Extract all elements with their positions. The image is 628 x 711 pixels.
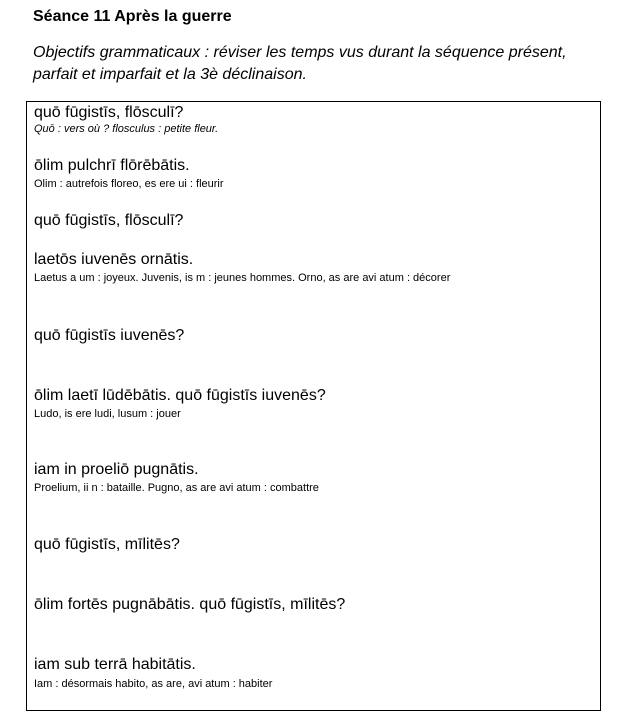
latin-line: quō fūgistīs, mīlitēs? (34, 536, 180, 553)
vocab-note: Ludo, is ere ludi, lusum : jouer (34, 408, 181, 420)
latin-line: iam in proeliō pugnātis. (34, 461, 199, 478)
latin-line: ōlim fortēs pugnābātis. quō fūgistīs, mīlitēs? (34, 596, 346, 613)
latin-line: laetōs iuvenēs ornātis. (34, 251, 194, 268)
vocab-note: Proelium, ii n : bataille. Pugno, as are avi atum : combattre (34, 482, 319, 494)
latin-line: ōlim laetī lūdēbātis. quō fūgistīs iuvenēs? (34, 387, 326, 404)
vocab-note: Iam : désormais habito, as are, avi atum : habiter (34, 678, 273, 690)
latin-line: quō fūgistīs, flōsculī? (34, 212, 184, 229)
vocab-note: Olim : autrefois floreo, es ere ui : fleurir (34, 178, 224, 190)
objectives-text: Objectifs grammaticaux : réviser les temps vus durant la séquence présent, parfait et imparfait et la 3è déclinaison. (33, 44, 567, 83)
vocab-note: Laetus a um : joyeux. Juvenis, is m : jeunes hommes. Orno, as are avi atum : décorer (34, 272, 451, 284)
latin-line: iam sub terrā habitātis. (34, 656, 196, 673)
poem-box (26, 101, 601, 711)
latin-line: quō fūgistīs, flōsculī? (34, 104, 184, 121)
page-title: Séance 11 Après la guerre (33, 8, 232, 25)
vocab-note: Quō : vers où ? flosculus : petite fleur. (34, 123, 219, 135)
latin-line: ōlim pulchrī flōrēbātis. (34, 157, 190, 174)
latin-line: quō fūgistīs iuvenēs? (34, 327, 185, 344)
